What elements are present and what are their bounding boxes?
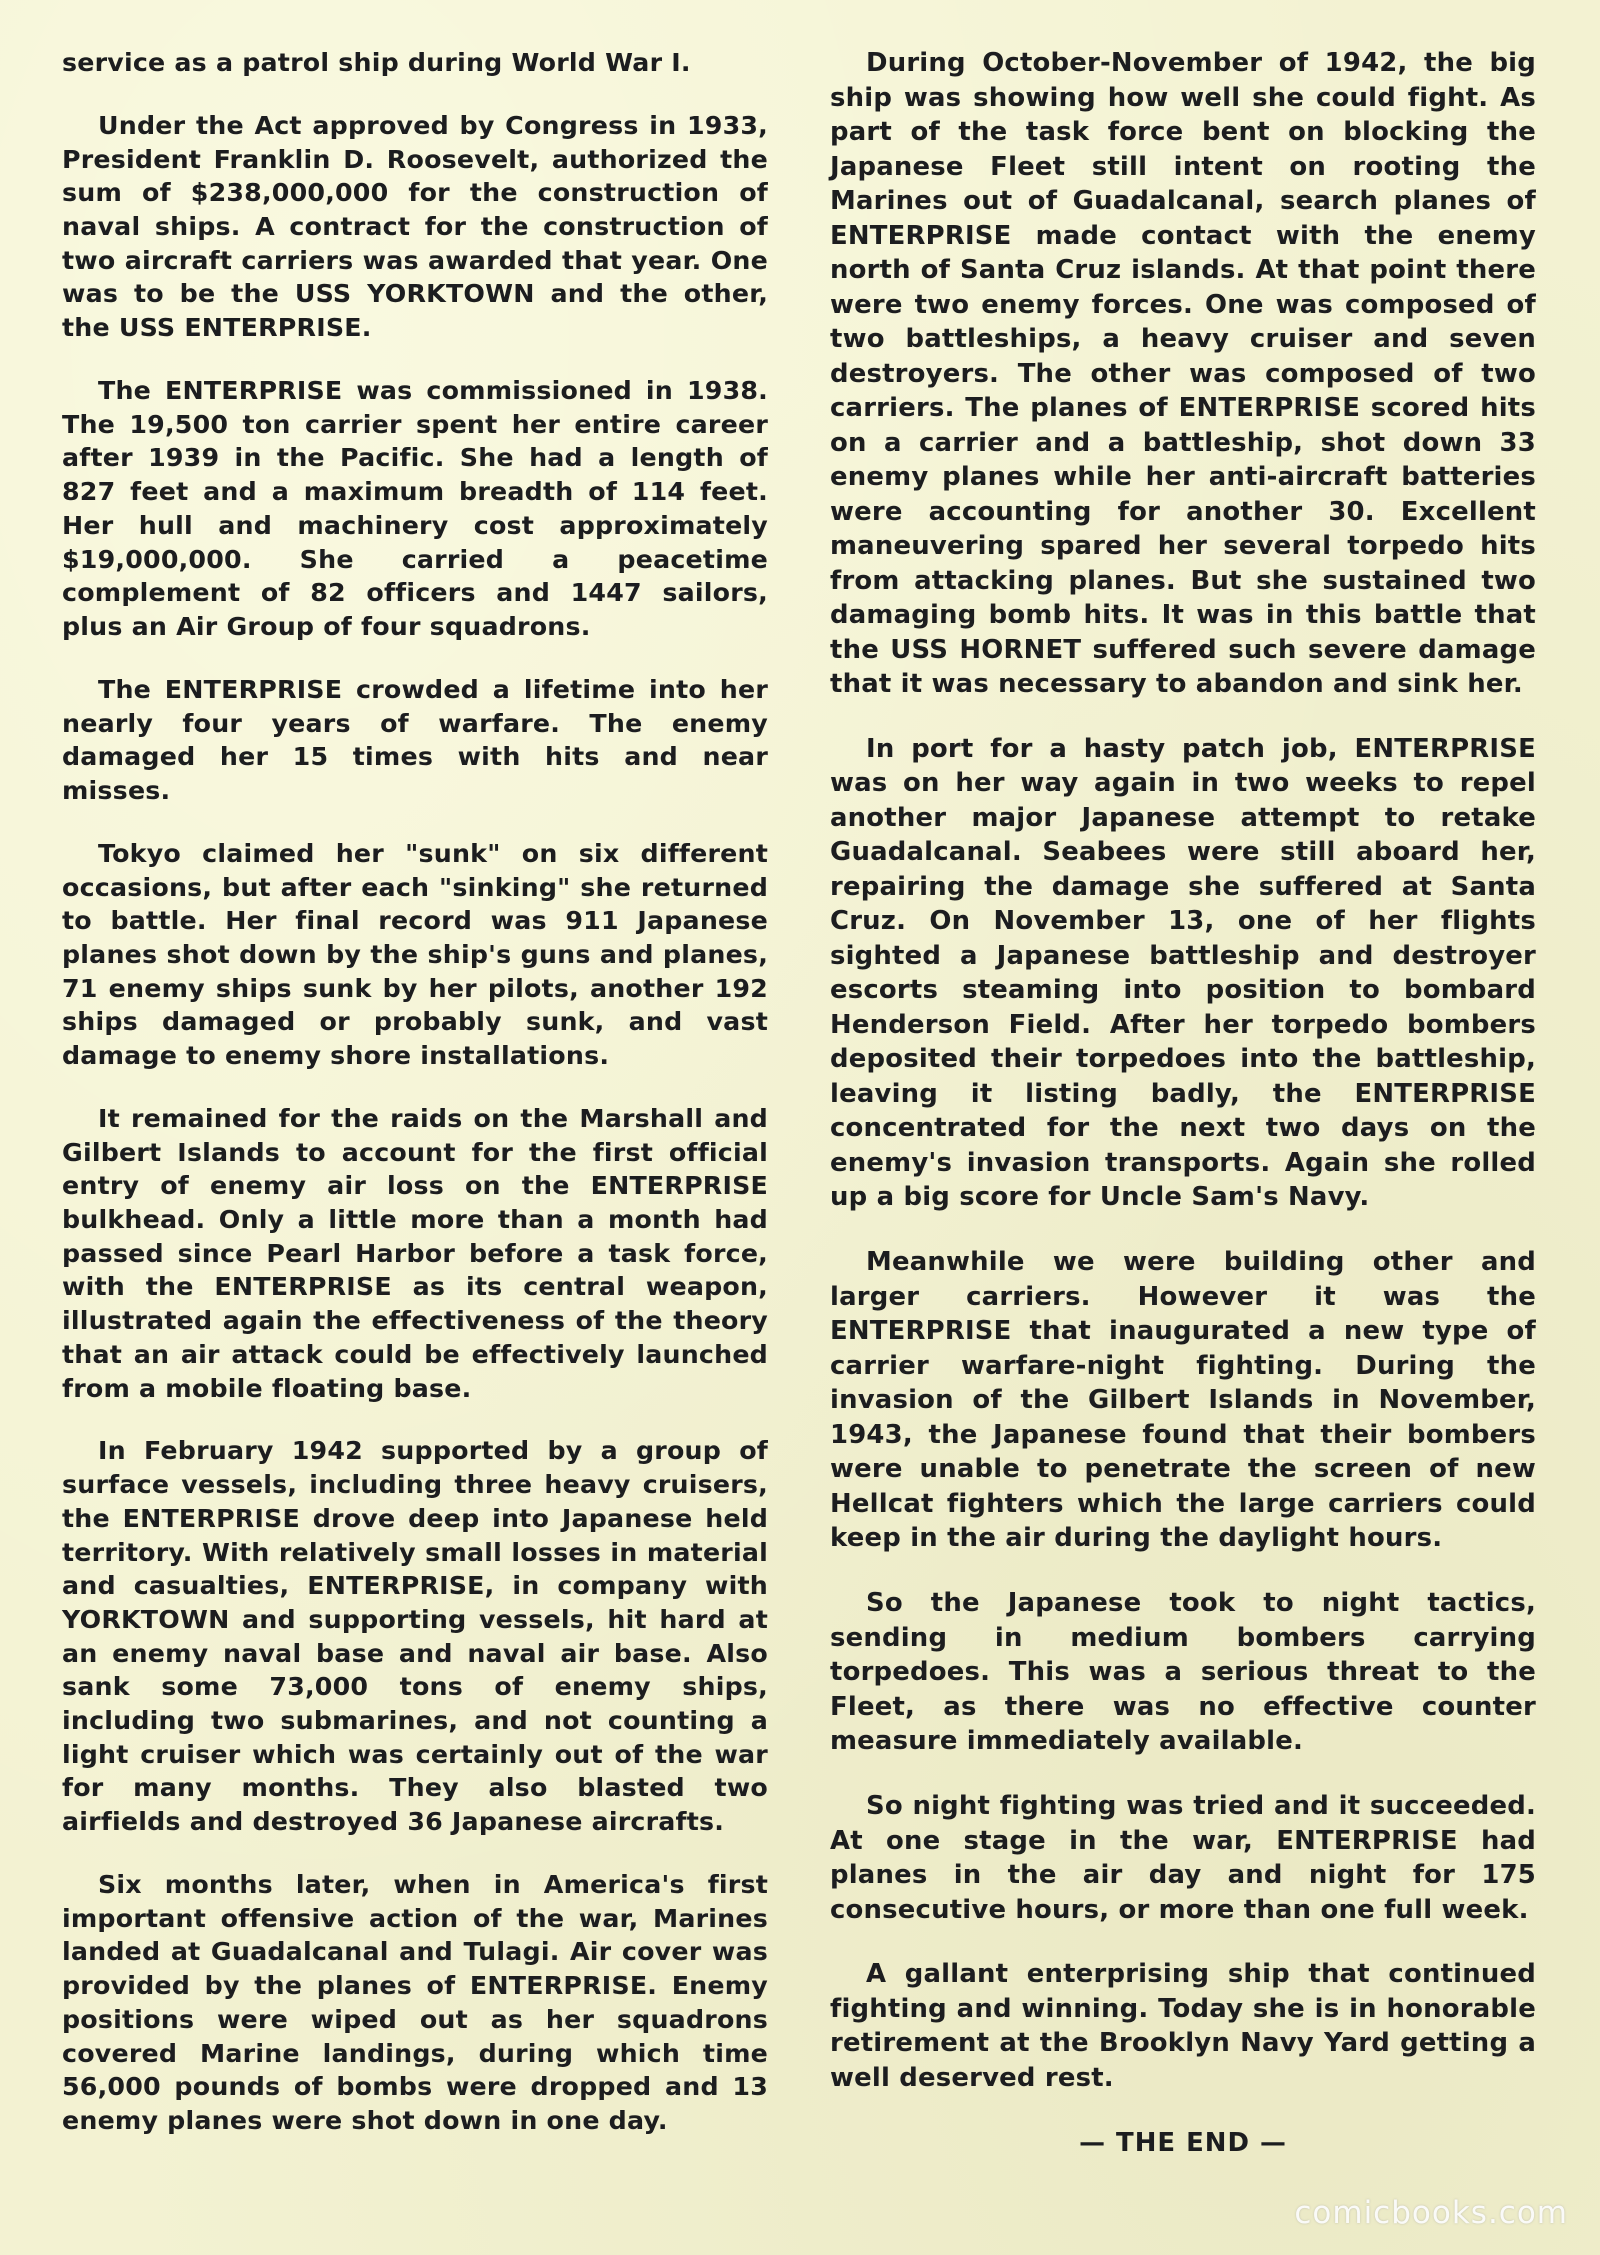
watermark: comicbooks.com [1294,2195,1568,2231]
the-end-label: — THE END — [1079,2127,1287,2158]
paragraph: So night fighting was tried and it succeeded. At one stage in the war, ENTERPRISE had planes in the air day and night for 175 consecutive hours, or more than one full week. [830,1791,1536,1925]
paragraph: service as a patrol ship during World War I. [62,48,691,77]
paragraph: Meanwhile we were building other and larger carriers. However it was the ENTERPRISE that inaugurated a new type of carrier warfare-night fighting. During the invasion of the Gilbert Islands in November, 1943, the Japanese found that their bombers were unable to penetrate the screen of new Hellcat fighters which the large carriers could keep in the air during the daylight hours. [830,1247,1536,1554]
paragraph: So the Japanese took to night tactics, sending in medium bombers carrying torpedoes. This was a serious threat to the Fleet, as there was no effective counter measure immediately available. [830,1588,1536,1757]
paragraph: It remained for the raids on the Marshall and Gilbert Islands to account for the first official entry of enemy air loss on the ENTERPRISE bulkhead. Only a little more than a month had passed since Pearl Harbor before a task force, with the ENTERPRISE as its central weapon, illustrated again the effectiveness of the theory that an air attack could be effectively launched from a mobile floating base. [62,1103,768,1403]
right-column [830,46,1536,2160]
paragraph: Six months later, when in America's first important offensive action of the war, Marines landed at Guadalcanal and Tulagi. Air cover was provided by the planes of ENTERPRISE. Enemy positions were wiped out as her squadrons covered Marine landings, during which time 56,000 pounds of bombs were dropped and 13 enemy planes were shot down in one day. [62,1870,768,2135]
paragraph: In February 1942 supported by a group of surface vessels, including three heavy cruisers, the ENTERPRISE drove deep into Japanese held territory. With relatively small losses in material and casualties, ENTERPRISE, in company with YORKTOWN and supporting vessels, hit hard at an enemy naval base and naval air base. Also sank some 73,000 tons of enemy ships, including two submarines, and not counting a light cruiser which was certainly out of the war for many months. They also blasted two airfields and destroyed 36 Japanese aircrafts. [62,1436,768,1837]
paragraph: Under the Act approved by Congress in 1933, President Franklin D. Roosevelt, authorized the sum of $238,000,000 for the construction of naval ships. A contract for the construction of two aircraft carriers was awarded that year. One was to be the USS YORKTOWN and the other, the USS ENTERPRISE. [62,110,768,343]
paragraph: A gallant enterprising ship that continued fighting and winning. Today she is in honorable retirement at the Brooklyn Navy Yard getting a well deserved rest. [830,1959,1536,2093]
paragraph: Tokyo claimed her "sunk" on six different occasions, but after each "sinking" she returned to battle. Her final record was 911 Japanese planes shot down by the ship's guns and planes, 71 enemy ships sunk by her pilots, another 192 ships damaged or probably sunk, and vast damage to enemy shore installations. [62,838,768,1071]
paragraph: During October-November of 1942, the big ship was showing how well she could fight. As part of the task force bent on blocking the Japanese Fleet still intent on rooting the Marines out of Guadalcanal, search planes of ENTERPRISE made contact with the enemy north of Santa Cruz islands. At that point there were two enemy forces. One was composed of two battleships, a heavy cruiser and seven destroyers. The other was composed of two carriers. The planes of ENTERPRISE scored hits on a carrier and a battleship, shot down 33 enemy planes while her anti-aircraft batteries were accounting for another 30. Excellent maneuvering spared her several torpedo hits from attacking planes. But she sustained two damaging bomb hits. It was in this battle that the USS HORNET suffered such severe damage that it was necessary to abandon and sink her. [830,48,1536,699]
left-column [62,46,768,2167]
paragraph: The ENTERPRISE was commissioned in 1938. The 19,500 ton carrier spent her entire career after 1939 in the Pacific. She had a length of 827 feet and a maximum breadth of 114 feet. Her hull and machinery cost approximately $19,000,000. She carried a peacetime complement of 82 officers and 1447 sailors, plus an Air Group of four squadrons. [62,376,768,641]
paragraph: In port for a hasty patch job, ENTERPRISE was on her way again in two weeks to repel another major Japanese attempt to retake Guadalcanal. Seabees were still aboard her, repairing the damage she suffered at Santa Cruz. On November 13, one of her flights sighted a Japanese battleship and destroyer escorts steaming into position to bombard Henderson Field. After her torpedo bombers deposited their torpedoes into the battleship, leaving it listing badly, the ENTERPRISE concentrated for the next two days on the enemy's invasion transports. Again she rolled up a big score for Uncle Sam's Navy. [830,733,1536,1213]
paragraph: The ENTERPRISE crowded a lifetime into her nearly four years of warfare. The enemy damaged her 15 times with hits and near misses. [62,674,768,805]
